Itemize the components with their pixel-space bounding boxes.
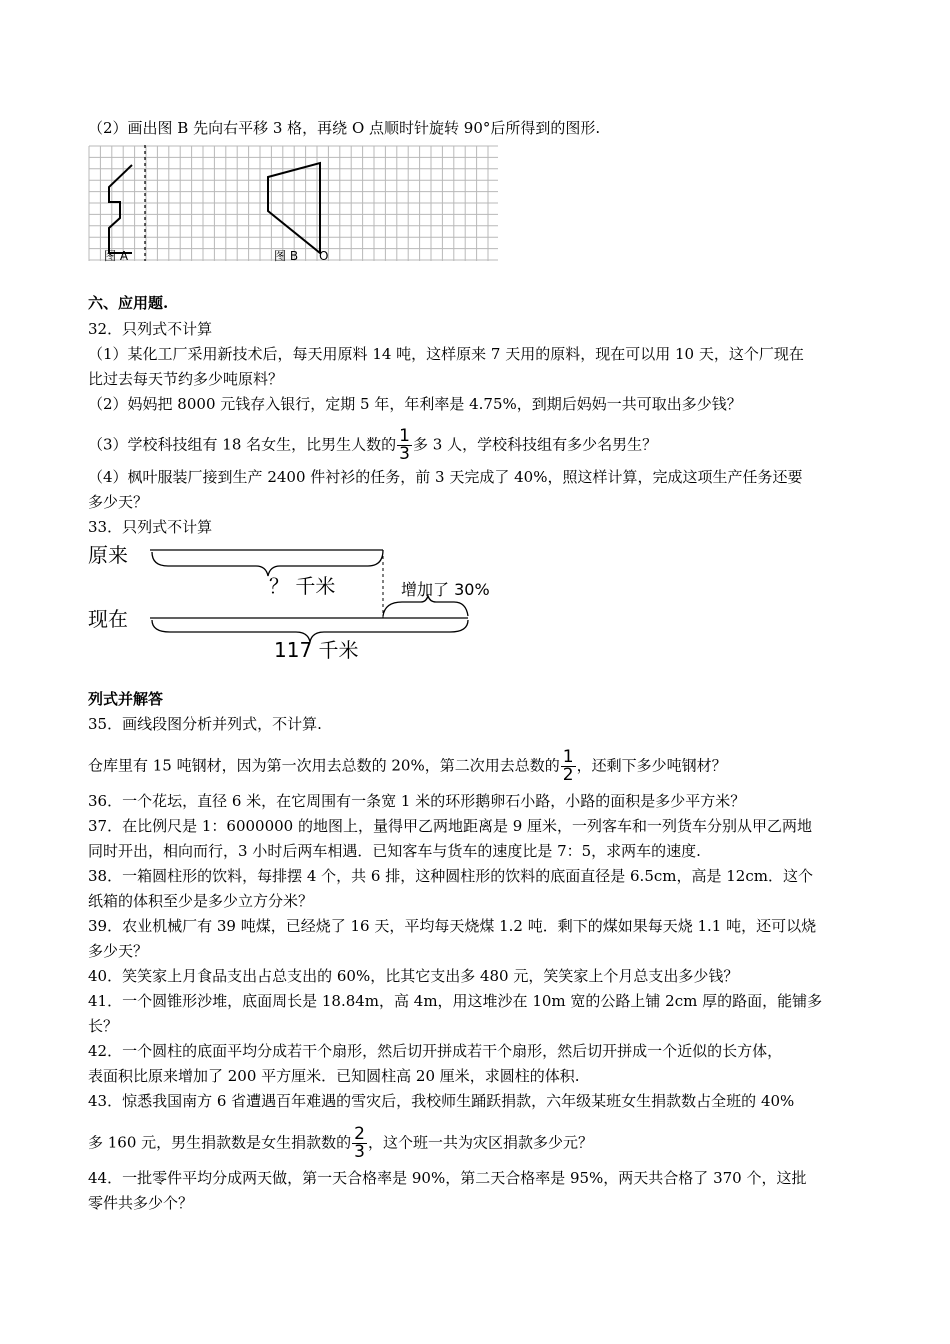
q36: 36．一个花坛，直径 6 米，在它周围有一条宽 1 米的环形鹅卵石小路，小路的面积是多少平方米？ xyxy=(88,792,746,810)
q38-line1: 38．一箱圆柱形的饮料，每排摆 4 个，共 6 排，这种圆柱形的饮料的底面直径是 6.5cm，高是 12cm．这个 xyxy=(88,867,813,885)
q32-p4-line2: 多少天？ xyxy=(88,493,149,511)
q39-line1: 39．农业机械厂有 39 吨煤，已经烧了 16 天，平均每天烧煤 1.2 吨．剩下的煤如果每天烧 1.1 吨，还可以烧 xyxy=(88,917,817,935)
q43-line2 xyxy=(88,1126,593,1161)
label-question-km: ？ 千米 xyxy=(269,574,336,598)
q41-line1: 41．一个圆锥形沙堆，底面周长是 18.84m，高 4m，用这堆沙在 10m 宽的公路上铺 2cm 厚的路面，能铺多 xyxy=(88,992,823,1010)
q35-line2-before: 仓库里有 15 吨钢材，因为第一次用去总数的 20%，第二次用去总数的 xyxy=(88,756,560,775)
q41-line2: 长？ xyxy=(88,1017,119,1035)
section-solve-title: 列式并解答 xyxy=(88,690,164,708)
q33-title: 33．只列式不计算 xyxy=(88,518,213,536)
label-total-km: 117 千米 xyxy=(274,638,359,662)
q42-line1: 42．一个圆柱的底面平均分成若干个扇形，然后切开拼成若干个扇形，然后切开拼成一个近似的长方体， xyxy=(88,1042,783,1060)
q35-line2-after: ，还剩下多少吨钢材？ xyxy=(576,756,727,775)
q32-p3 xyxy=(88,428,657,463)
fraction-two-thirds: $\frac{2}{3}$ xyxy=(354,1124,365,1162)
q32-p2: （2）妈妈把 8000 元钱存入银行，定期 5 年，年利率是 4.75%，到期后妈妈一共可取出多少钱？ xyxy=(88,395,742,413)
q35-line1: 35．画线段图分析并列式，不计算. xyxy=(88,715,322,733)
q43-line2-after: ，这个班一共为灾区捐款多少元？ xyxy=(368,1133,594,1152)
fraction-one-half: $\frac{1}{2}$ xyxy=(562,747,574,785)
grid-lines xyxy=(89,146,498,261)
q32-p4-line1: （4）枫叶服装厂接到生产 2400 件衬衫的任务，前 3 天完成了 40%，照这样计算，完成这项生产任务还要 xyxy=(88,468,803,486)
q44-line1: 44．一批零件平均分成两天做，第一天合格率是 90%，第二天合格率是 95%，两天共合格了 370 个，这批 xyxy=(88,1169,807,1187)
label-figure-a: 图 A xyxy=(104,249,129,263)
q35-line2 xyxy=(88,749,727,784)
brace-increase xyxy=(383,596,468,616)
q32-title: 32．只列式不计算 xyxy=(88,320,213,338)
label-original: 原来 xyxy=(88,543,128,567)
q32-p1-line1: （1）某化工厂采用新技术后，每天用原料 14 吨，这样原来 7 天用的原料，现在可以用 10 天，这个厂现在 xyxy=(88,345,804,363)
q43-line1: 43．惊悉我国南方 6 省遭遇百年难遇的雪灾后，我校师生踊跃捐款，六年级某班女生捐款数占全班的 40% xyxy=(88,1092,795,1110)
q32-p3-before: （3）学校科技组有 18 名女生，比男生人数的 xyxy=(88,435,397,454)
grid-figure xyxy=(88,145,498,263)
fraction-one-third: $\frac{1}{3}$ xyxy=(399,426,410,464)
q43-line2-before: 多 160 元，男生捐款数是女生捐款数的 xyxy=(88,1133,352,1152)
label-point-o: O xyxy=(319,249,329,263)
brace-original xyxy=(152,550,383,576)
label-figure-b: 图 B xyxy=(274,249,299,263)
q32-p1-line2: 比过去每天节约多少吨原料？ xyxy=(88,370,284,388)
segment-diagram xyxy=(86,538,506,668)
q37-line1: 37．在比例尺是 1：6000000 的地图上，量得甲乙两地距离是 9 厘米，一列客车和一列货车分别从甲乙两地 xyxy=(88,817,813,835)
question-grid-part2: （2）画出图 B 先向右平移 3 格，再绕 O 点顺时针旋转 90°后所得到的图形. xyxy=(88,119,601,137)
q39-line2: 多少天？ xyxy=(88,942,149,960)
q42-line2: 表面积比原来增加了 200 平方厘米．已知圆柱高 20 厘米，求圆柱的体积. xyxy=(88,1067,580,1085)
q40: 40．笑笑家上月食品支出占总支出的 60%，比其它支出多 480 元，笑笑家上个月总支出多少钱？ xyxy=(88,967,739,985)
q38-line2: 纸箱的体积至少是多少立方分米？ xyxy=(88,892,314,910)
label-increase: 增加了 30% xyxy=(401,580,490,599)
label-now: 现在 xyxy=(88,607,128,631)
section-6-title: 六、应用题. xyxy=(88,294,169,312)
q44-line2: 零件共多少个？ xyxy=(88,1194,194,1212)
shape-a xyxy=(109,165,132,253)
q32-p3-after: 多 3 人，学校科技组有多少名男生？ xyxy=(413,435,658,454)
q37-line2: 同时开出，相向而行，3 小时后两车相遇．已知客车与货车的速度比是 7：5，求两车的速度. xyxy=(88,842,701,860)
